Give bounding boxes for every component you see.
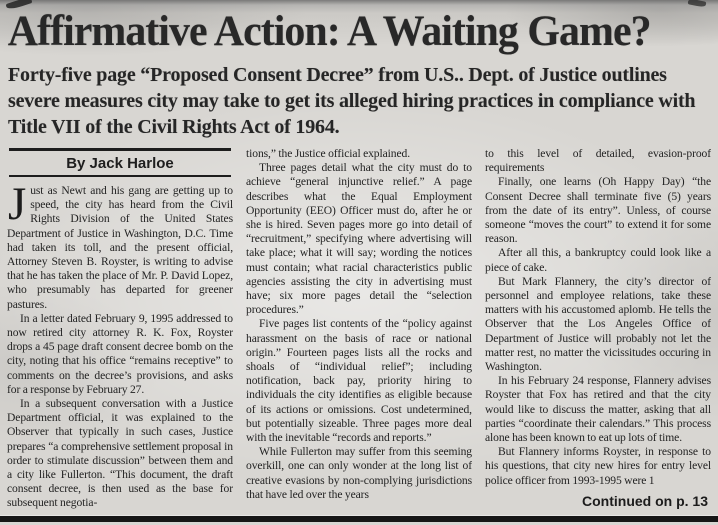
article-paragraph: Five pages list contents of the “policy against harassment on the basis of race or national origin.” Fourteen pages lists all the rocks and shoals of “individual relief”; including notification, back pay, priority hiring to individuals the city identifies as eligible because of its actions or omissions. Cost undetermined, but potentially sizeable. Three pages more deal with the inevitable “records and reports.” [246,317,472,445]
continued-notice: Continued on p. 13 [582,492,708,509]
column-1 [7,147,233,513]
article-paragraph [7,178,233,312]
article-subhead: Forty-five page “Proposed Consent Decree” from U.S.. Dept. of Justice outlines severe measures city may take to get its alleged hiring practices in compliance with Title VII of the Civil Rights Act of 1964. [8,64,696,138]
article-paragraph: But Flannery informs Royster, in response to his questions, that city new hires for entry level police officer from 1993-1995 were 1 [485,445,711,487]
article-paragraph: Finally, one learns (Oh Happy Day) “the Consent Decree shall terminate five (5) years from the date of its entry”. Unless, of course someone “moves the court” to extend it for some reason. [485,175,711,246]
drop-cap: J [8,178,27,230]
article-columns [0,147,718,513]
article-paragraph: tions,” the Justice official explained. [246,147,411,160]
byline: By Jack Harloe [9,148,231,177]
article-paragraph: After all this, a bankruptcy could look like a piece of cake. [485,246,711,274]
article-paragraph: But Mark Flannery, the city’s director of personnel and employee relations, take these matters with his accustomed aplomb. He tells the Observer that the Los Angeles Office of Department of Justice will probably not let the matter rest, no matter the vicissitudes occuring in Washington. [485,274,711,374]
article-paragraph: In his February 24 response, Flannery advises Royster that Fox has retired and that the city would like to discuss the matter, asking that all parties “coordinate their calendars.” This process alone has been known to eat up lots of time. [485,374,711,445]
bottom-rule-divider [0,516,718,522]
paragraph-text: ust as Newt and his gang are getting up to speed, the city has heard from the Civil Rights Division of the United States Department of Justice in Washington, D.C. Time had taken its toll, and the present official, Attorney Steven B. Royster, is writing to advise that he has taken the place of Mr. P. David Lopez, who presumably has departed for greener pastures. [7,184,233,311]
column-2 [246,147,472,513]
article-paragraph: While Fullerton may suffer from this seeming overkill, one can only wonder at the long list of creative evasions by non-complying jurisdictions that have led over the years [246,445,472,501]
article-headline: Affirmative Action: A Waiting Game? [7,8,651,55]
article-paragraph: In a letter dated February 9, 1995 addressed to now retired city attorney R. K. Fox, Royster drops a 45 page draft consent decree bomb on the city, noting that his office “remains receptive” to comments on the decree’s provisions, and asks for a response by February 27. [7,311,233,396]
column-3 [485,147,711,513]
article-paragraph: to this level of detailed, evasion-proof requirements [485,147,711,175]
article-paragraph: In a subsequent conversation with a Justice Department official, it was explained to the Observer that typically in such cases, Justice prepares “a comprehensive settlement proposal in order to stimulate discussion” between them and a city like Fullerton. “This document, the draft consent decree, is then used as the base for subsequent negotia- [7,397,233,510]
article-paragraph: Three pages detail what the city must do to achieve “general injunctive relief.” A page describes what the Equal Employment Opportunity (EEO) Officer must do, after he or she is hired. Seven pages more go into detail of “recruitment,” specifying where advertising will take place; what it will say; wording the notices must contain; what racial characteristics public agencies assisting the city in advertising must have; six more pages detail the “selection procedures.” [246,161,472,317]
